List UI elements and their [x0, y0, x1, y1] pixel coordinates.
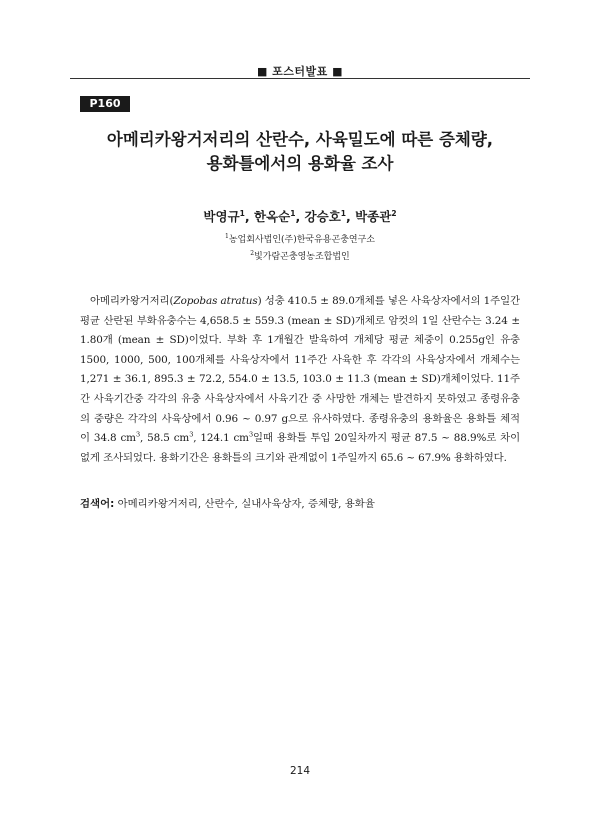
author-affil-mark: 1 [340, 208, 346, 218]
abstract-body [80, 292, 520, 468]
author-affil-mark: 1 [239, 208, 245, 218]
title-line-2: 용화틀에서의 용화율 조사 [206, 154, 394, 173]
author-list [0, 207, 600, 225]
species-name: Zopobas atratus [173, 295, 258, 307]
abstract-text: ) 성충 410.5 ± 89.0개체를 넣은 사육상자에서의 1주일간 평균 산란된 부화유충수는 4,658.5 ± 559.3 (mean ± SD)개체로 암컷의 1일 산란수는 3.24 ± 1.80개 (mean ± SD)이었다. 부화 후 1개월간 발육하여 개체당 평균 체중이 0.255g인 유충 1500, 1000, 500, 100개체를 사육상자에서 11주간 사육한 후 각각의 사육상자에서 개체수는 1,271 ± 36.1, 895.3 ± 72.2, 554.0 ± 13.5, 103.0 ± 11.3 (mean ± SD)개체이었다. 11주간 사육기간중 각각의 유충 사육상자에서 사육기간 중 사망한 개체는 발견하지 못하였고 종령유충의 중량은 각각의 사육상에서 0.96 ~ 0.97 g으로 유사하였다. 종령유충의 용화율은 용화틀 체적이 34.8 cm [80, 295, 520, 445]
author-affil-mark: 1 [290, 208, 296, 218]
abstract-text: 일때 용화틀 투입 20일차까지 평균 87.5 ~ 88.9%로 차이 없게 조사되었다. 용화기간은 용화틀의 크기와 관계없이 1주일까지 65.6 ~ 67.9% 용화하였다. [80, 432, 521, 464]
author-affil-mark: 2 [391, 208, 397, 218]
paper-title [60, 128, 540, 176]
affiliation-mark: 1 [225, 233, 229, 240]
poster-code-badge: P160 [80, 96, 130, 112]
affiliation-line [0, 230, 600, 247]
author-name: 박영규 [203, 209, 240, 224]
author-name: 박종관 [355, 209, 392, 224]
keywords [80, 495, 520, 510]
unit-exponent: 3 [135, 430, 140, 439]
abstract-text: , 124.1 cm [193, 432, 249, 445]
unit-exponent: 3 [189, 430, 194, 439]
affiliation-line [0, 247, 600, 264]
keywords-label: 검색어: [80, 498, 115, 510]
affiliations [0, 230, 600, 264]
affiliation-mark: 2 [250, 250, 255, 257]
title-line-1: 아메리카왕거저리의 산란수, 사육밀도에 따른 증체량, [106, 130, 494, 149]
affiliation-text: 농업회사법인(주)한국유용곤충연구소 [228, 235, 375, 245]
author-separator: , [244, 209, 254, 224]
keywords-text: 아메리카왕거저리, 산란수, 실내사육상자, 증체량, 용화율 [114, 498, 375, 510]
author-separator: , [295, 209, 305, 224]
author-name: 한옥순 [253, 209, 291, 224]
page-number: 214 [289, 765, 311, 777]
affiliation-text: 빛가람곤충영농조합법인 [254, 252, 350, 262]
author-name: 강승호 [304, 209, 341, 224]
abstract-text: 아메리카왕거저리( [90, 295, 174, 307]
author-separator: , [346, 209, 356, 224]
section-header: ■ 포스터발표 ■ [256, 65, 344, 78]
unit-exponent: 3 [248, 430, 253, 439]
abstract-text: , 58.5 cm [139, 432, 190, 445]
header-divider [70, 78, 530, 79]
